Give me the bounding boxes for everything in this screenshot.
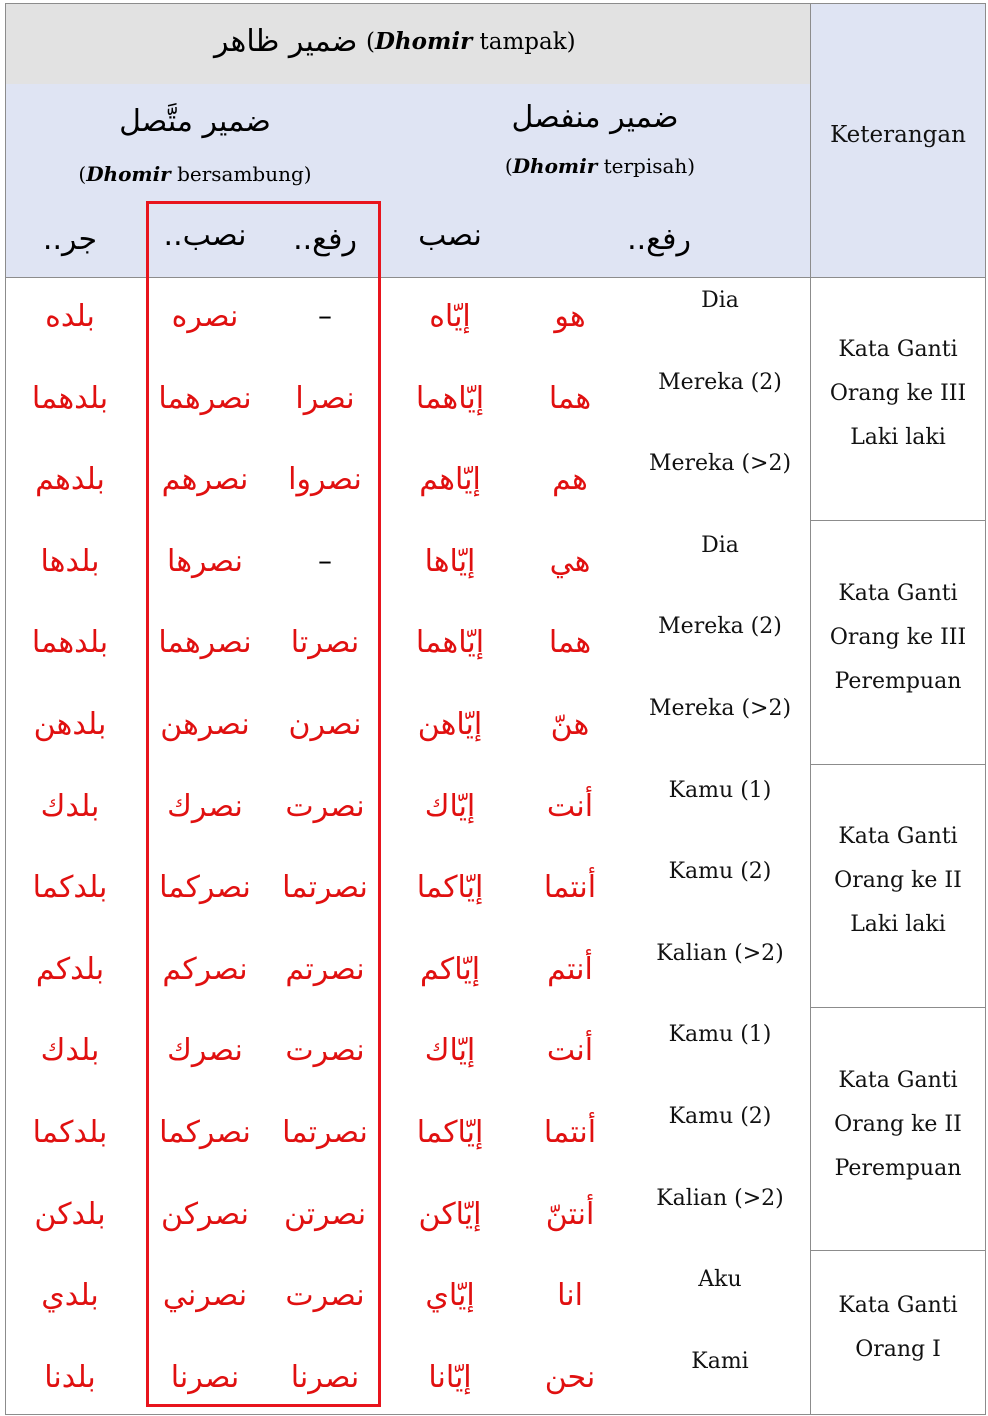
- keterangan-line: Orang ke III: [829, 625, 967, 650]
- cell-rafa-muttasil: نصرت: [285, 1033, 365, 1069]
- cell-rafa-muttasil: نصرت: [285, 1278, 365, 1314]
- cell-nasb-munfasil: إيّاكما: [416, 1115, 484, 1150]
- cell-rafa-munfasil: هم: [552, 462, 588, 498]
- cell-label: Kamu (1): [668, 1022, 772, 1048]
- cell-rafa-muttasil: نصرتن: [283, 1196, 367, 1232]
- keterangan-line: Kata Ganti: [838, 1293, 958, 1318]
- cell-jar: بلدي: [41, 1278, 99, 1314]
- keterangan-line: Kata Ganti: [838, 824, 958, 849]
- border-bottom: [5, 1414, 986, 1415]
- cell-rafa-muttasil: نصرنا: [290, 1359, 360, 1395]
- dhomir-zahir-latin-rest: tampak: [479, 29, 567, 55]
- cell-rafa-muttasil: نصرا: [295, 380, 355, 416]
- keterangan-line: Perempuan: [834, 669, 962, 694]
- cell-rafa-munfasil: هما: [548, 625, 592, 661]
- cell-jar: بلدهن: [33, 707, 107, 742]
- cell-nasb-munfasil: إيّانا: [428, 1359, 472, 1395]
- cell-nasb-muttasil: نصركما: [159, 870, 251, 906]
- cell-nasb-munfasil: إيّاك: [424, 788, 476, 824]
- col-rafa-munfasil-header: رفع..: [627, 222, 691, 257]
- cell-jar: بلدهم: [35, 462, 105, 498]
- cell-label: Kamu (2): [668, 859, 772, 885]
- highlight-box: [146, 201, 381, 1407]
- cell-label: Mereka (>2): [648, 696, 792, 721]
- cell-nasb-munfasil: إيّاهما: [415, 625, 485, 661]
- cell-rafa-munfasil: هما: [548, 380, 592, 416]
- cell-nasb-muttasil: نصره: [171, 299, 239, 334]
- cell-rafa-munfasil: أنتما: [543, 870, 597, 906]
- group-divider-1: [810, 520, 986, 521]
- cell-rafa-munfasil: أنت: [546, 1033, 594, 1069]
- cell-nasb-muttasil: نصرنا: [170, 1359, 240, 1395]
- cell-label: Mereka (2): [658, 614, 782, 640]
- cell-rafa-muttasil: نصرتما: [282, 870, 368, 906]
- cell-label: Kamu (2): [668, 1104, 772, 1129]
- col-jar-header: جر..: [42, 222, 98, 257]
- keterangan-line: Kata Ganti: [838, 337, 958, 362]
- cell-rafa-munfasil: نحن: [544, 1359, 596, 1395]
- cell-rafa-muttasil: –: [318, 543, 332, 577]
- cell-label: Kalian (>2): [656, 1185, 784, 1211]
- keterangan-line: Orang I: [855, 1337, 941, 1362]
- cell-jar: بلدكما: [32, 870, 108, 906]
- cell-jar: بلدكن: [34, 1196, 106, 1232]
- cell-nasb-muttasil: نصرك: [167, 1033, 243, 1069]
- cell-rafa-muttasil: نصرت: [285, 788, 365, 824]
- cell-nasb-muttasil: نصرهما: [158, 625, 252, 661]
- cell-nasb-muttasil: نصرك: [167, 788, 243, 824]
- cell-rafa-muttasil: –: [318, 299, 332, 332]
- cell-nasb-munfasil: إيّاهم: [419, 462, 481, 498]
- col-nasb-munfasil-header: نصب: [418, 218, 482, 253]
- cell-jar: بلده: [45, 299, 95, 334]
- cell-rafa-munfasil: انا: [557, 1278, 583, 1314]
- cell-label: Kami: [691, 1348, 749, 1374]
- cell-rafa-muttasil: نصرتم: [285, 951, 365, 987]
- cell-rafa-muttasil: نصرن: [288, 707, 362, 742]
- cell-jar: بلدكما: [32, 1115, 108, 1150]
- cell-label: Dia: [701, 288, 739, 313]
- cell-rafa-munfasil: أنتما: [543, 1115, 597, 1150]
- munfasil-arabic: ضمير منفصل: [511, 100, 679, 135]
- border-top: [5, 3, 986, 4]
- dhomir-zahir-arabic: ضمير ظاهر: [214, 24, 358, 59]
- divider-keterangan: [810, 3, 811, 1415]
- cell-nasb-muttasil: نصرني: [162, 1278, 248, 1314]
- keterangan-line: Kata Ganti: [838, 1068, 958, 1093]
- cell-jar: بلدك: [40, 1033, 100, 1069]
- group-divider-4: [810, 1250, 986, 1251]
- cell-nasb-muttasil: نصرهم: [161, 462, 249, 498]
- cell-nasb-muttasil: نصركما: [159, 1115, 251, 1150]
- cell-rafa-muttasil: نصروا: [288, 462, 362, 498]
- cell-jar: بلدك: [40, 788, 100, 824]
- cell-rafa-munfasil: هو: [554, 299, 586, 334]
- munfasil-latin: (Dhomir terpisah): [504, 154, 696, 178]
- cell-rafa-munfasil: أنتنّ: [545, 1196, 595, 1232]
- cell-rafa-munfasil: أنتم: [547, 951, 593, 987]
- cell-nasb-munfasil: إيّاكما: [416, 870, 484, 906]
- cell-nasb-muttasil: نصركن: [160, 1196, 250, 1232]
- keterangan-line: Laki laki: [850, 912, 946, 937]
- keterangan-line: Laki laki: [850, 425, 946, 450]
- cell-nasb-munfasil: إيّاك: [424, 1033, 476, 1069]
- cell-jar: بلدكم: [35, 951, 105, 987]
- keterangan-line: Kata Ganti: [838, 581, 958, 606]
- cell-label: Mereka (>2): [648, 451, 792, 477]
- cell-rafa-munfasil: هنّ: [550, 707, 590, 742]
- group-divider-2: [810, 764, 986, 765]
- cell-jar: بلدهما: [31, 625, 109, 661]
- header-title: ضمير ظاهر (Dhomir tampak): [214, 24, 576, 59]
- cell-label: Kamu (1): [668, 777, 772, 803]
- cell-nasb-muttasil: نصرها: [167, 543, 243, 579]
- muttasil-arabic: ضمير متَّصل: [119, 104, 271, 139]
- cell-label: Dia: [701, 532, 739, 558]
- border-right: [985, 3, 986, 1415]
- cell-nasb-muttasil: نصرهن: [160, 707, 250, 742]
- cell-rafa-munfasil: هي: [549, 543, 591, 579]
- cell-rafa-muttasil: نصرتما: [282, 1115, 368, 1150]
- keterangan-line: Orang ke III: [829, 381, 967, 406]
- keterangan-line: Orang ke II: [834, 1112, 962, 1137]
- cell-nasb-munfasil: إيّاهن: [417, 707, 483, 742]
- col-rafa-muttasil-header: رفع..: [293, 222, 357, 257]
- border-left: [5, 3, 6, 1415]
- cell-nasb-munfasil: إيّاه: [429, 299, 471, 334]
- cell-nasb-munfasil: إيّاهما: [415, 380, 485, 416]
- keterangan-line: Orang ke II: [834, 868, 962, 893]
- cell-label: Mereka (2): [658, 369, 782, 395]
- cell-nasb-muttasil: نصرهما: [158, 380, 252, 416]
- cell-jar: بلدها: [40, 543, 100, 579]
- cell-label: Kalian (>2): [656, 940, 784, 966]
- cell-nasb-munfasil: إيّاها: [424, 543, 476, 579]
- keterangan-header: Keterangan: [830, 122, 966, 148]
- cell-nasb-munfasil: إيّاكن: [418, 1196, 482, 1232]
- dhomir-zahir-latin-italic: Dhomir: [374, 28, 473, 55]
- cell-rafa-muttasil: نصرتا: [290, 625, 360, 661]
- cell-label: Aku: [698, 1267, 742, 1293]
- col-nasb-muttasil-header: نصب..: [163, 218, 247, 253]
- cell-rafa-munfasil: أنت: [546, 788, 594, 824]
- keterangan-line: Perempuan: [834, 1156, 962, 1181]
- cell-nasb-munfasil: إيّاي: [425, 1278, 475, 1314]
- cell-nasb-munfasil: إيّاكم: [419, 951, 481, 987]
- cell-nasb-muttasil: نصركم: [162, 951, 248, 987]
- cell-jar: بلدنا: [44, 1359, 96, 1395]
- muttasil-latin: (Dhomir bersambung): [78, 162, 312, 186]
- group-divider-3: [810, 1007, 986, 1008]
- cell-jar: بلدهما: [31, 380, 109, 416]
